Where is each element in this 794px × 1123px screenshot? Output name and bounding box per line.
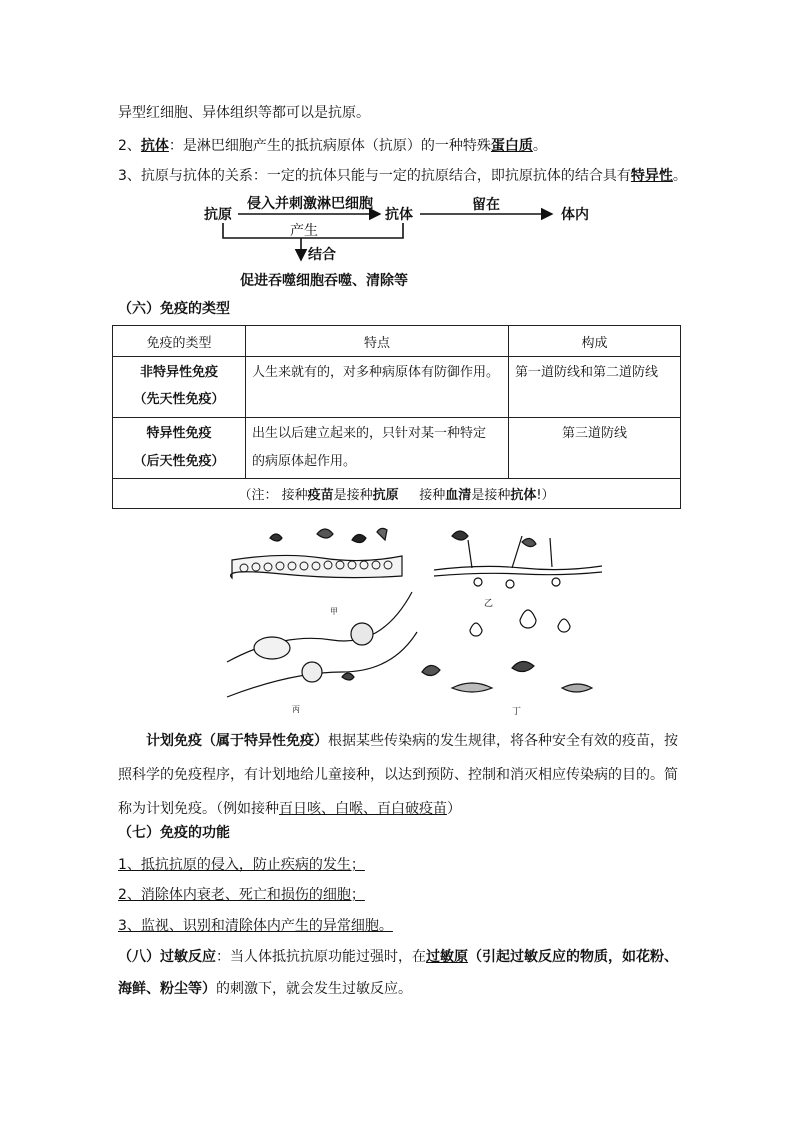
header-composition: 构成 (509, 326, 681, 357)
function-item-1: 1、抵抗抗原的侵入，防止疾病的发生； (118, 857, 365, 873)
label-bing: 丙 (292, 705, 300, 714)
feature-cell: 出生以后建立起来的，只针对某一种特定 的病原体起作用。 (246, 418, 509, 479)
diagram-stimulate: 侵入并刺激淋巴细胞 (247, 196, 373, 212)
feature-cell: 人生来就有的，对多种病原体有防御作用。 (246, 357, 509, 418)
protein-term: 蛋白质 (490, 138, 533, 154)
immune-defense-illustration (222, 522, 610, 718)
table-note: （注： 接种疫苗是接种抗原 接种血清是接种抗体!） (113, 479, 681, 509)
antigen-antibody-relation: 3、抗原与抗体的关系：一定的抗体只能与一定的抗原结合，即抗原抗体的结合具有特异性。 (118, 168, 687, 184)
type-cell: 非特异性免疫 （先天性免疫） (113, 357, 246, 418)
section-7-title: （七）免疫的功能 (118, 825, 230, 841)
table-row (113, 357, 681, 418)
item-number: 2、 (118, 138, 141, 154)
label-yi: 乙 (484, 599, 494, 609)
header-feature: 特点 (246, 326, 509, 357)
diagram-result: 促进吞噬细胞吞噬、清除等 (240, 273, 408, 289)
section-8-title: （八）过敏反应 (118, 949, 216, 965)
type-cell: 特异性免疫 （后天性免疫） (113, 418, 246, 479)
relation-text: 3、抗原与抗体的关系：一定的抗体只能与一定的抗原结合，即抗原抗体的结合具有 (118, 168, 631, 184)
antibody-desc: ：是淋巴细胞产生的抵抗病原体（抗原）的一种特殊 (168, 138, 491, 154)
composition-cell: 第三道防线 (509, 418, 681, 479)
diagram-antibody: 抗体 (385, 207, 413, 223)
composition-cell: 第一道防线和第二道防线 (509, 357, 681, 418)
function-item-2: 2、消除体内衰老、死亡和损伤的细胞； (118, 887, 365, 903)
vaccine-examples: 百日咳、白喉、百白破疫苗 (279, 801, 447, 817)
label-jia: 甲 (330, 607, 338, 616)
allergy-paragraph-line1: （八）过敏反应：当人体抵抗抗原功能过强时，在过敏原（引起过敏反应的物质，如花粉、 (118, 949, 678, 965)
diagram-body: 体内 (561, 207, 589, 223)
specificity-term: 特异性 (630, 168, 673, 184)
function-item-3: 3、监视、识别和清除体内产生的异常细胞。 (118, 918, 393, 934)
table-note-row (113, 479, 681, 509)
antigen-antibody-diagram (200, 190, 600, 300)
section-6-title: （六）免疫的类型 (118, 301, 230, 317)
diagram-stay: 留在 (472, 197, 500, 213)
intro-text: 异型红细胞、异体组织等都可以是抗原。 (118, 105, 370, 121)
antibody-definition: 2、抗体：是淋巴细胞产生的抵抗病原体（抗原）的一种特殊蛋白质。 (118, 138, 547, 154)
allergy-paragraph-line2: 海鲜、粉尘等）的刺激下，就会发生过敏反应。 (118, 981, 412, 997)
planned-immunity-paragraph: 计划免疫（属于特异性免疫）根据某些传染病的发生规律，将各种安全有效的疫苗，按 照科学的免疫程序，有计划地给儿童接种，以达到预防、控制和消灭相应传染病的目的。简 称为计划免疫。（例如接种百日咳、白喉、百白破疫苗） (118, 733, 678, 817)
panel-antimicrobial (422, 610, 592, 692)
panel-phagocytes (227, 592, 417, 697)
table-row (113, 418, 681, 479)
diagram-produce: 产生 (290, 223, 318, 239)
diagram-antigen: 抗原 (204, 207, 232, 223)
panel-airway-cilia (434, 531, 602, 588)
header-type: 免疫的类型 (113, 326, 246, 357)
planned-immunity-term: 计划免疫（属于特异性免疫） (146, 733, 328, 749)
diagram-combine: 结合 (308, 247, 336, 263)
table-header-row (113, 326, 681, 357)
label-ding: 丁 (512, 707, 522, 717)
defense-lines-drawing (222, 522, 610, 718)
panel-skin-barrier (231, 528, 402, 578)
allergen-term: 过敏原 (426, 949, 468, 965)
antibody-term: 抗体 (140, 138, 169, 154)
immunity-types-table (112, 325, 681, 509)
